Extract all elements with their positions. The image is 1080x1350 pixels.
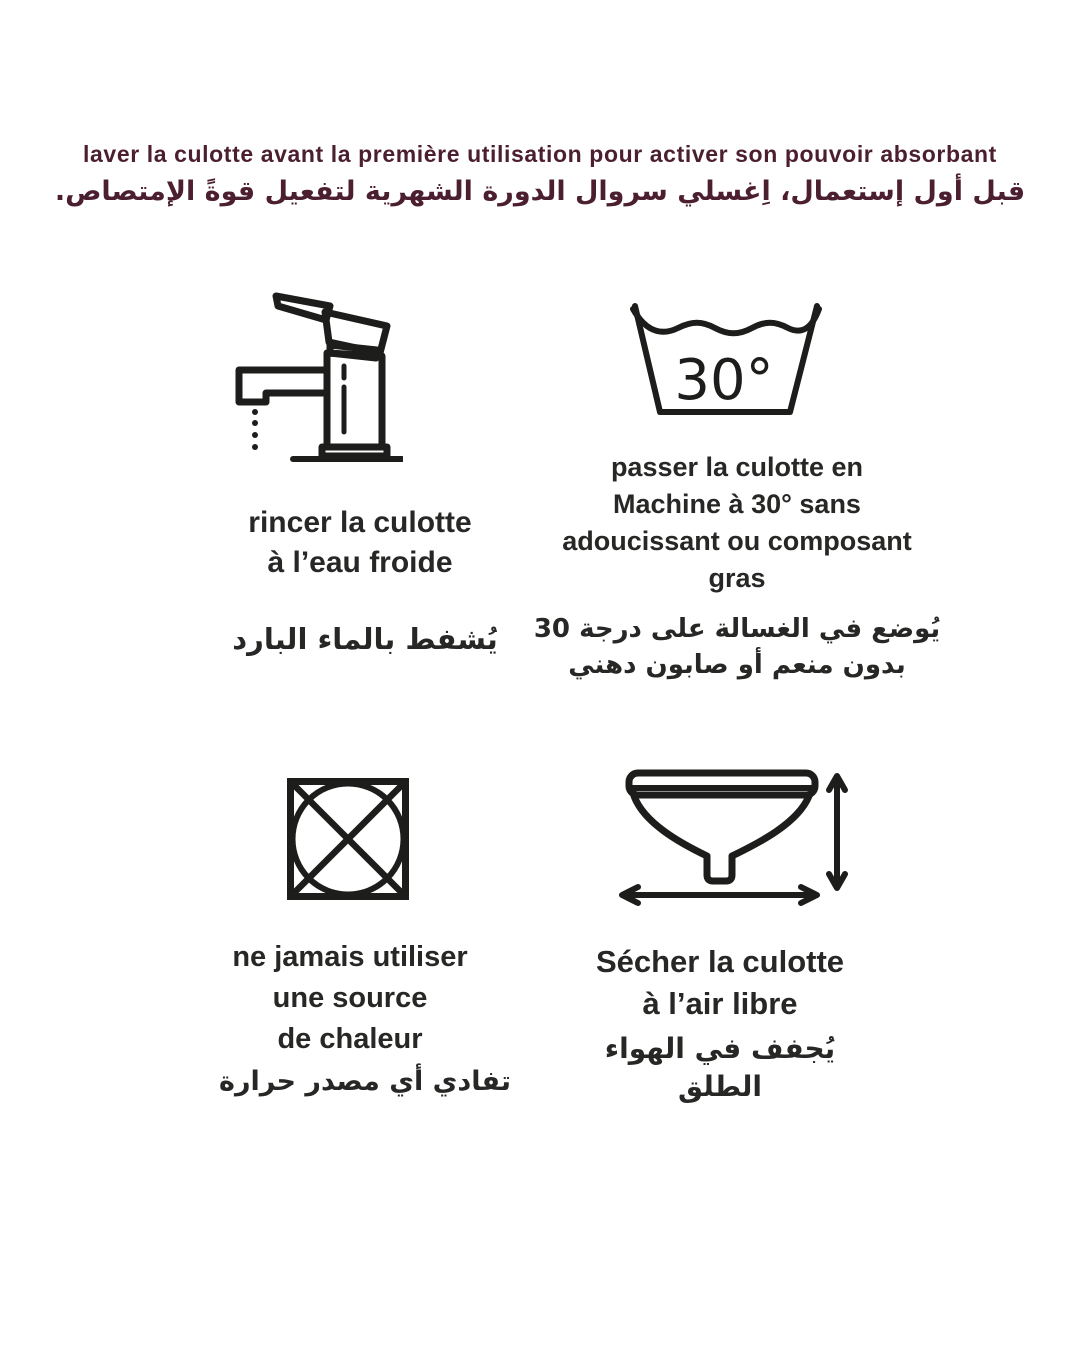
wash-basin-30-icon: [620, 296, 822, 428]
temperature-label: 30°: [674, 348, 774, 413]
caption-rinse-french: [160, 503, 560, 583]
panty-air-dry-icon: [612, 763, 852, 908]
caption-line: ne jamais utiliser: [232, 941, 468, 973]
water-drips: [252, 409, 258, 450]
caption-line: gras: [708, 563, 766, 593]
caption-line: une source: [272, 982, 428, 1014]
caption-air-dry-arabic: [520, 1030, 920, 1106]
caption-line: à l’air libre: [642, 986, 798, 1021]
caption-machine-french: [517, 449, 957, 597]
page-title-french: laver la culotte avant la première utilisation pour activer son pouvoir absorbant: [83, 141, 997, 167]
caption-line: بدون منعم أو صابون دهني: [568, 650, 906, 680]
caption-line: Machine à 30° sans: [613, 489, 861, 519]
caption-line: de chaleur: [277, 1023, 423, 1055]
caption-line: يُوضع في الغسالة على درجة 30: [533, 614, 941, 644]
faucet-icon: [233, 292, 403, 462]
caption-rinse-arabic: يُشفط بالماء البارد: [232, 622, 498, 656]
caption-machine-arabic: [527, 611, 947, 683]
caption-line: الطلق: [677, 1070, 763, 1103]
caption-line: passer la culotte en: [610, 452, 864, 482]
caption-line: Sécher la culotte: [595, 944, 845, 979]
caption-line: à l’eau froide: [267, 546, 453, 579]
caption-line: يُجفف في الهواء: [604, 1032, 836, 1065]
page-title-arabic: قبل أول إستعمال، اِغسلي سروال الدورة الشهرية لتفعيل قوةً الإمتصاص.: [54, 176, 1026, 207]
caption-line: rincer la culotte: [248, 506, 472, 539]
caption-line: adoucissant ou composant: [562, 526, 912, 556]
no-tumble-dry-icon: [286, 777, 410, 901]
caption-no-heat-arabic: تفادي أي مصدر حرارة: [219, 1066, 511, 1097]
caption-air-dry-french: [520, 941, 920, 1025]
caption-no-heat-french: [150, 937, 550, 1060]
